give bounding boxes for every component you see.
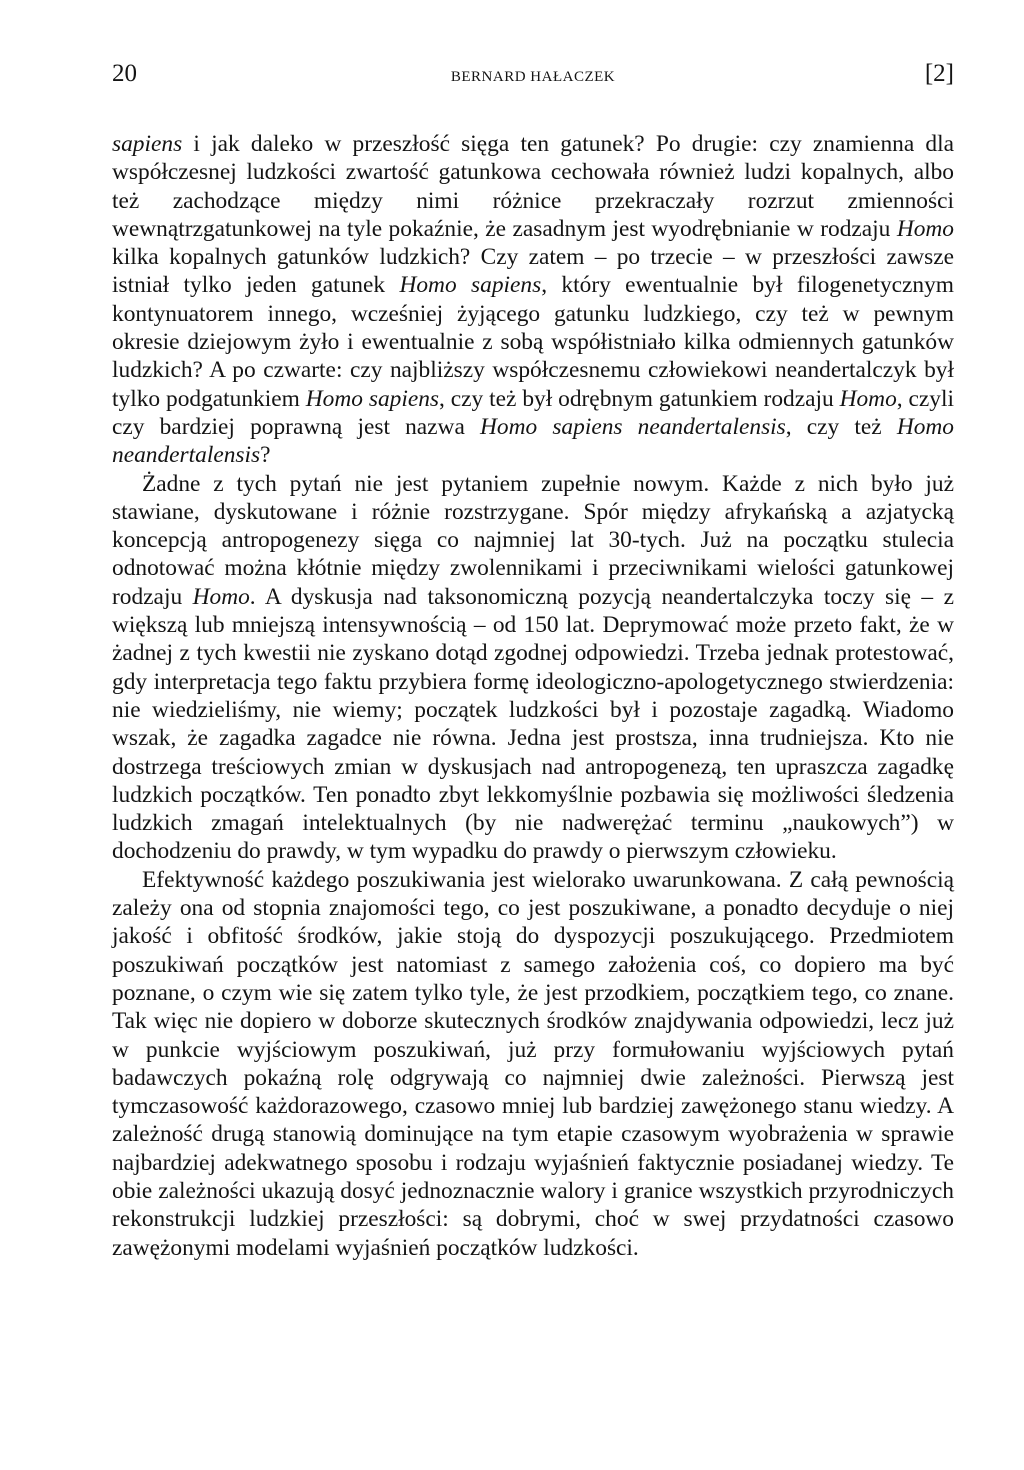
italic-term: Homo <box>839 385 897 412</box>
body-text <box>112 130 954 1262</box>
text-run: , który ewentualnie był filogenetycznym kontynuatorem innego, wcześniej żyjącego gatunku ludzkiego, czy też w pewnym okresie dziejowym żyło i ewentualnie z sobą współistniało kilka odmiennych gatunków ludzkich? A po czwarte: czy najbliższy współczesnemu człowiekowi neandertalczyk był tylko podgatunkiem <box>112 272 954 412</box>
italic-term: Homo sapiens neandertalensis <box>480 413 786 440</box>
italic-term: Homo <box>192 583 250 610</box>
italic-term: Homo sapiens <box>399 272 542 299</box>
paragraph <box>112 866 954 1262</box>
text-run: kilka kopalnych gatunków ludzkich? Czy zatem – po trzecie – w przeszłości zawsze istniał tylko jeden gatunek <box>112 244 954 299</box>
italic-term: sapiens <box>112 131 183 157</box>
italic-term: Homo neandertalensis <box>112 413 954 469</box>
paragraph <box>112 470 954 866</box>
text-run: , czy też <box>785 413 897 440</box>
text-run: ? <box>260 442 271 469</box>
italic-term: Homo sapiens <box>305 385 440 412</box>
text-run: i jak daleko w przeszłość sięga ten gatunek? Po drugie: czy znamienna dla współczesnej ludzkości zwartość gatunkowa cechowała również ludzi kopalnych, albo też zachodzące między nimi różnice przekraczały rozrzut zmienności wewnątrzgatunkowej na tyle pokaźnie, że zasadnym jest wyodrębnianie w rodzaju <box>112 131 954 242</box>
section-number: [2] <box>924 60 954 87</box>
page-header <box>112 60 954 96</box>
italic-term: Homo <box>896 215 954 242</box>
paragraph <box>112 130 954 470</box>
text-run: . A dyskusja nad taksonomiczną pozycją neandertalczyka toczy się – z większą lub mniejszą intensywnością – od 150 lat. Deprymować może przeto fakt, że w żadnej z tych kwestii nie zyskano dotąd zgodnej odpowiedzi. Trzeba jednak protestować, gdy interpretacja tego faktu przybiera formę ideologiczno-apologetycznego stwierdzenia: nie wiedzieliśmy, nie wiemy; początek ludzkości był i pozostaje zagadką. Wiadomo wszak, że zagadka zagadce nie równa. Jedna jest prostsza, inna trudniejsza. Kto nie dostrzega treściowych zmian w dyskusjach nad antropogenezą, ten upraszcza zagadkę ludzkich początków. Ten ponadto zbyt lekkomyślnie pozbawia się możliwości śledzenia ludzkich zmagań intelektualnych (by nie nadwerężać terminu „naukowych”) w dochodzeniu do prawdy, w tym wypadku do prawdy o pierwszym człowieku. <box>112 583 954 865</box>
text-run: Efektywność każdego poszukiwania jest wielorako uwarunkowana. Z całą pewnością zależy ona od stopnia znajomości tego, co jest poszukiwane, a ponadto decyduje o niej jakość i obfitość środków, jakie stoją do dyspozycji poszukującego. Przedmiotem poszukiwań początków jest natomiast z samego założenia coś, co dopiero ma być poznane, o czym wie się zatem tylko tyle, że jest przodkiem, początkiem tego, co znane. Tak więc nie dopiero w doborze skutecznych środków znajdywania odpowiedzi, lecz już w punkcie wyjściowym poszukiwań, już przy formułowaniu wyjściowych pytań badawczych pokaźną rolę odgrywają co najmniej dwie zależności. Pierwszą jest tymczasowość każdorazowego, czasowo mniej lub bardziej zawężonego stanu wiedzy. A zależność drugą stanowią dominujące na tym etapie czasowym wyobrażenia w sprawie najbardziej adekwatnego sposobu i rodzaju wyjaśnień faktycznie posiadanej wiedzy. Te obie zależności ukazują dosyć jednoznacznie walory i granice wszystkich przyrodniczych rekonstrukcji ludzkiej przeszłości: są dobrymi, choć w swej przydatności czasowo zawężonymi modelami wyjaśnień początków ludzkości. <box>112 866 954 1261</box>
text-run: , czy też był odrębnym gatunkiem rodzaju <box>439 385 840 412</box>
text-run: , czyli czy bardziej poprawną jest nazwa <box>112 385 954 440</box>
running-head-author: BERNARD HAŁACZEK <box>450 69 616 85</box>
text-run: Żadne z tych pytań nie jest pytaniem zupełnie nowym. Każde z nich było już stawiane, dyskutowane i różnie rozstrzygane. Spór między afrykańską a azjatycką koncepcją antropogenezy sięga co najmniej lat 30-tych. Już na początku stulecia odnotować można kłótnie między zwolennikami i przeciwnikami wielości gatunkowej rodzaju <box>112 470 954 610</box>
page-number: 20 <box>112 60 137 87</box>
